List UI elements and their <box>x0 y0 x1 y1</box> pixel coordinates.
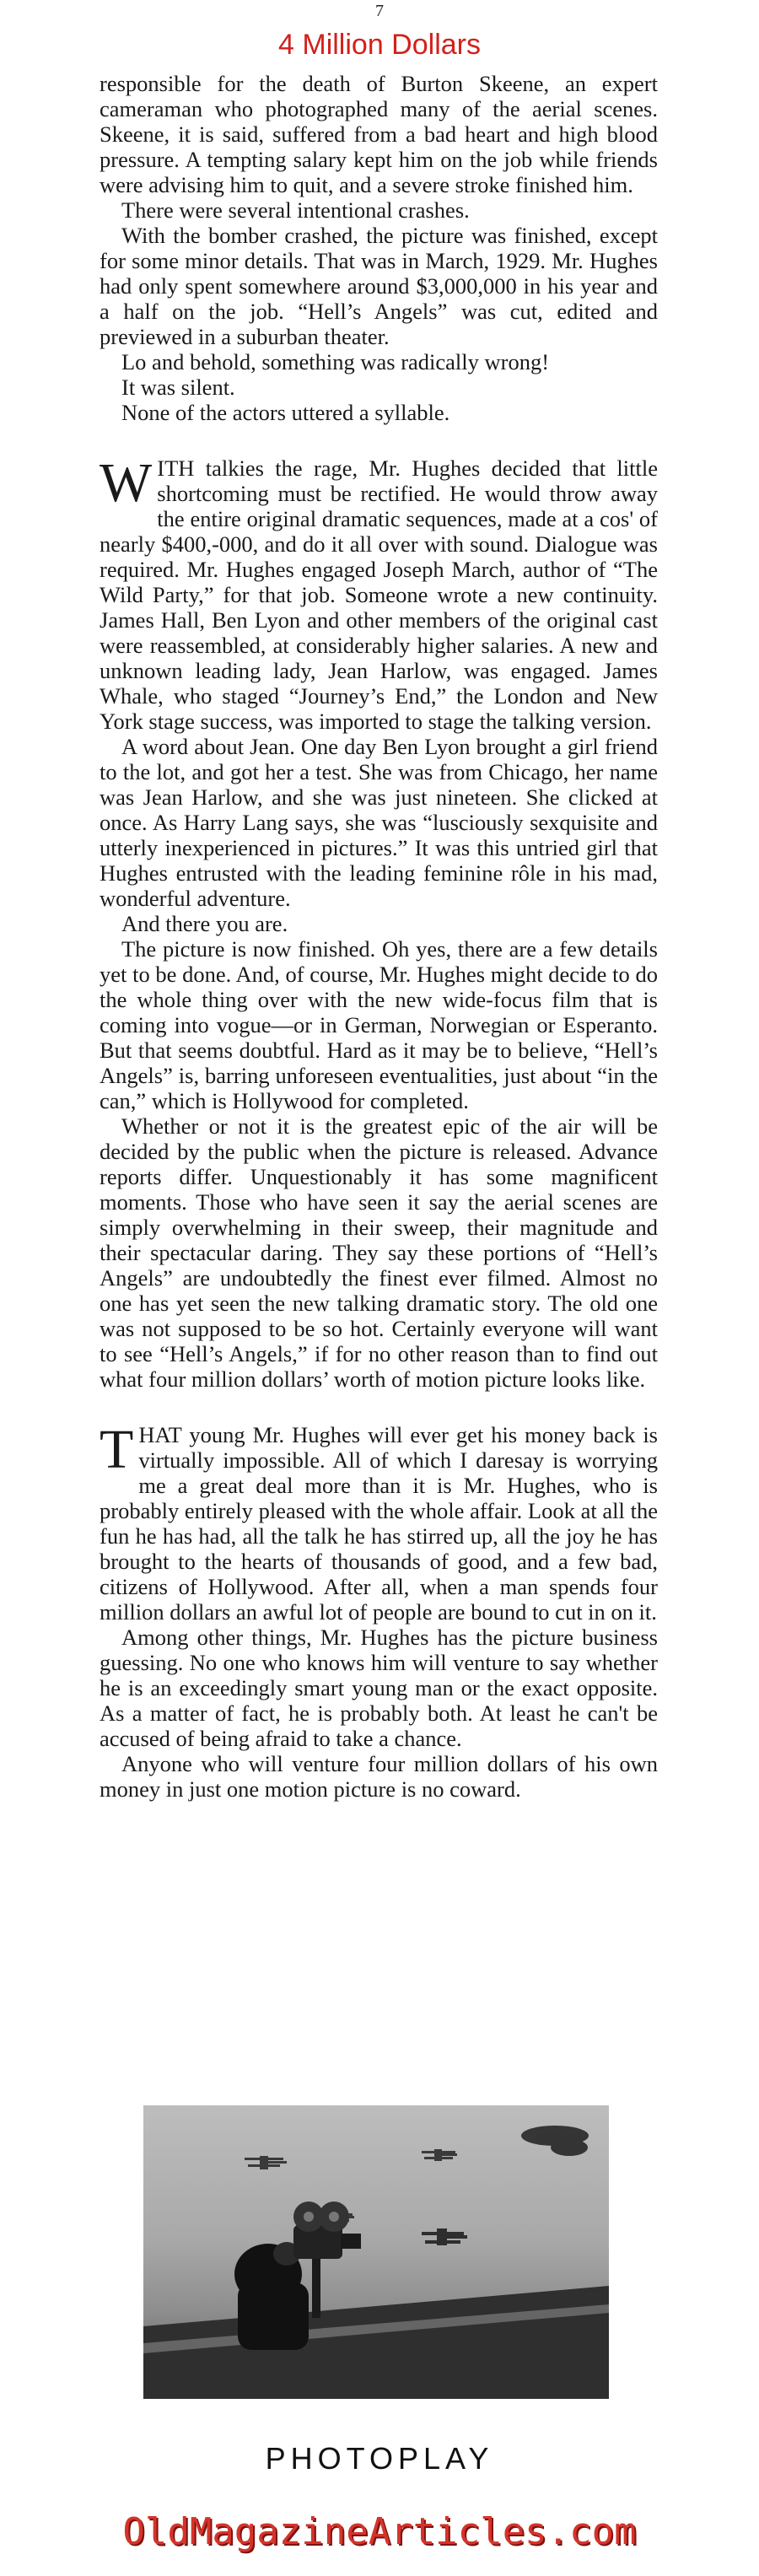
paragraph: There were several intentional crashes. <box>121 197 470 223</box>
biplane-icon <box>422 2228 467 2245</box>
paragraph: It was silent. <box>121 375 235 400</box>
section-opening-paragraph <box>100 452 658 734</box>
paragraph-text: ITH talkies the rage, Mr. Hughes decided that little shortcoming must be rectified. He would throw away the entire original dramatic sequences, made at a cos' of nearly $400,-000, and do it all over with sound. Dialogue was required. Mr. Hughes engaged Joseph March, author of “The Wild Party,” for that job. Someone wrote a new continuity. James Hall, Ben Lyon and other members of the original cast were reassembled, at considerably higher salaries. A new and unknown leading lady, Jean Harlow, was engaged. James Whale, who staged “Journey’s End,” the London and New York stage success, was imported to stage the talking version. <box>100 455 658 734</box>
paragraph: With the bomber crashed, the picture was finished, except for some minor details. That was in March, 1929. Mr. Hughes had only spent somewhere around $3,000,000 in his year and a half on the job. “Hell’s Angels” was cut, edited and previewed in a suburban theater. <box>100 223 658 349</box>
paragraph: Among other things, Mr. Hughes has the picture business guessing. No one who knows him will venture to say whether he is an exceedingly smart young man or the exact opposite. As a matter of fact, he is probably both. At least he can't be accused of being afraid to take a chance. <box>100 1625 658 1751</box>
page-number: 7 <box>375 2 384 20</box>
paragraph: The picture is now finished. Oh yes, there are a few details yet to be done. And, of course, Mr. Hughes might decide to do the whole thing over with the new wide-focus film that is coming into vogue—or in German, Norwegian or Esperanto. But that seems doubtful. Hard as it may be to believe, “Hell’s Angels” is, barring unforeseen eventualities, just about “in the can,” which is Hollywood for completed. <box>100 936 658 1113</box>
paragraph-text: HAT young Mr. Hughes will ever get his money back is virtually impossible. All of which I daresay is worrying me a great deal more than it is Mr. Hughes, who is probably entirely pleased with the whole affair. Look at all the fun he has had, all the talk he has stirred up, all the joy he has brought to the hearts of thousands of good, and a few bad, citizens of Hollywood. After all, when a man spends four million dollars an awful lot of people are bound to cut in on it. <box>100 1422 658 1625</box>
magazine-name: PHOTOPLAY <box>265 2441 494 2476</box>
paragraph: A word about Jean. One day Ben Lyon brought a girl friend to the lot, and got her a test. She was from Chicago, her name was Jean Harlow, and she was just nineteen. She clicked at once. As Harry Lang says, she was “lusciously sexquisite and utterly inexperienced in pictures.” It was this untried girl that Hughes entrusted with the leading feminine rôle in his mad, wonderful adventure. <box>100 734 658 911</box>
drop-cap: W <box>100 452 153 514</box>
biplane-icon <box>422 2149 457 2161</box>
article-body <box>100 71 658 1802</box>
paragraph: Whether or not it is the greatest epic of the air will be decided by the public when the picture is released. Advance reports differ. Unquestionably it has some magnificent moments. Those who have seen it say the aerial scenes are simply overwhelming in their sweep, their magnitude and their spectacular daring. They say these portions of “Hell’s Angels” are undoubtedly the finest ever filmed. Almost no one has yet seen the new talking dramatic story. The old one was not supposed to be so hot. Certainly everyone will want to see “Hell’s Angels,” if for no other reason than to find out what four million dollars’ worth of motion picture looks like. <box>100 1113 658 1392</box>
photo-illustration <box>143 2105 609 2399</box>
paragraph: Lo and behold, something was radically wrong! <box>121 349 550 375</box>
biplane-icon <box>245 2156 287 2169</box>
aerial-cameraman-photo <box>143 2105 609 2399</box>
paragraph: Anyone who will venture four million dollars of his own money in just one motion picture is no coward. <box>100 1751 658 1802</box>
page-title: 4 Million Dollars <box>278 29 481 61</box>
biplane-icon <box>521 2126 589 2156</box>
paragraph: None of the actors uttered a syllable. <box>121 400 450 425</box>
paragraph: responsible for the death of Burton Skeene, an expert cameraman who photographed many of the aerial scenes. Skeene, it is said, suffered from a bad heart and high blood pressure. A tempting salary kept him on the job while friends were advising him to quit, and a severe stroke finished him. <box>100 71 658 197</box>
site-watermark: OldMagazineArticles.com <box>122 2510 637 2553</box>
drop-cap: T <box>100 1419 134 1480</box>
section-opening-paragraph <box>100 1419 658 1625</box>
paragraph: And there you are. <box>121 911 288 936</box>
